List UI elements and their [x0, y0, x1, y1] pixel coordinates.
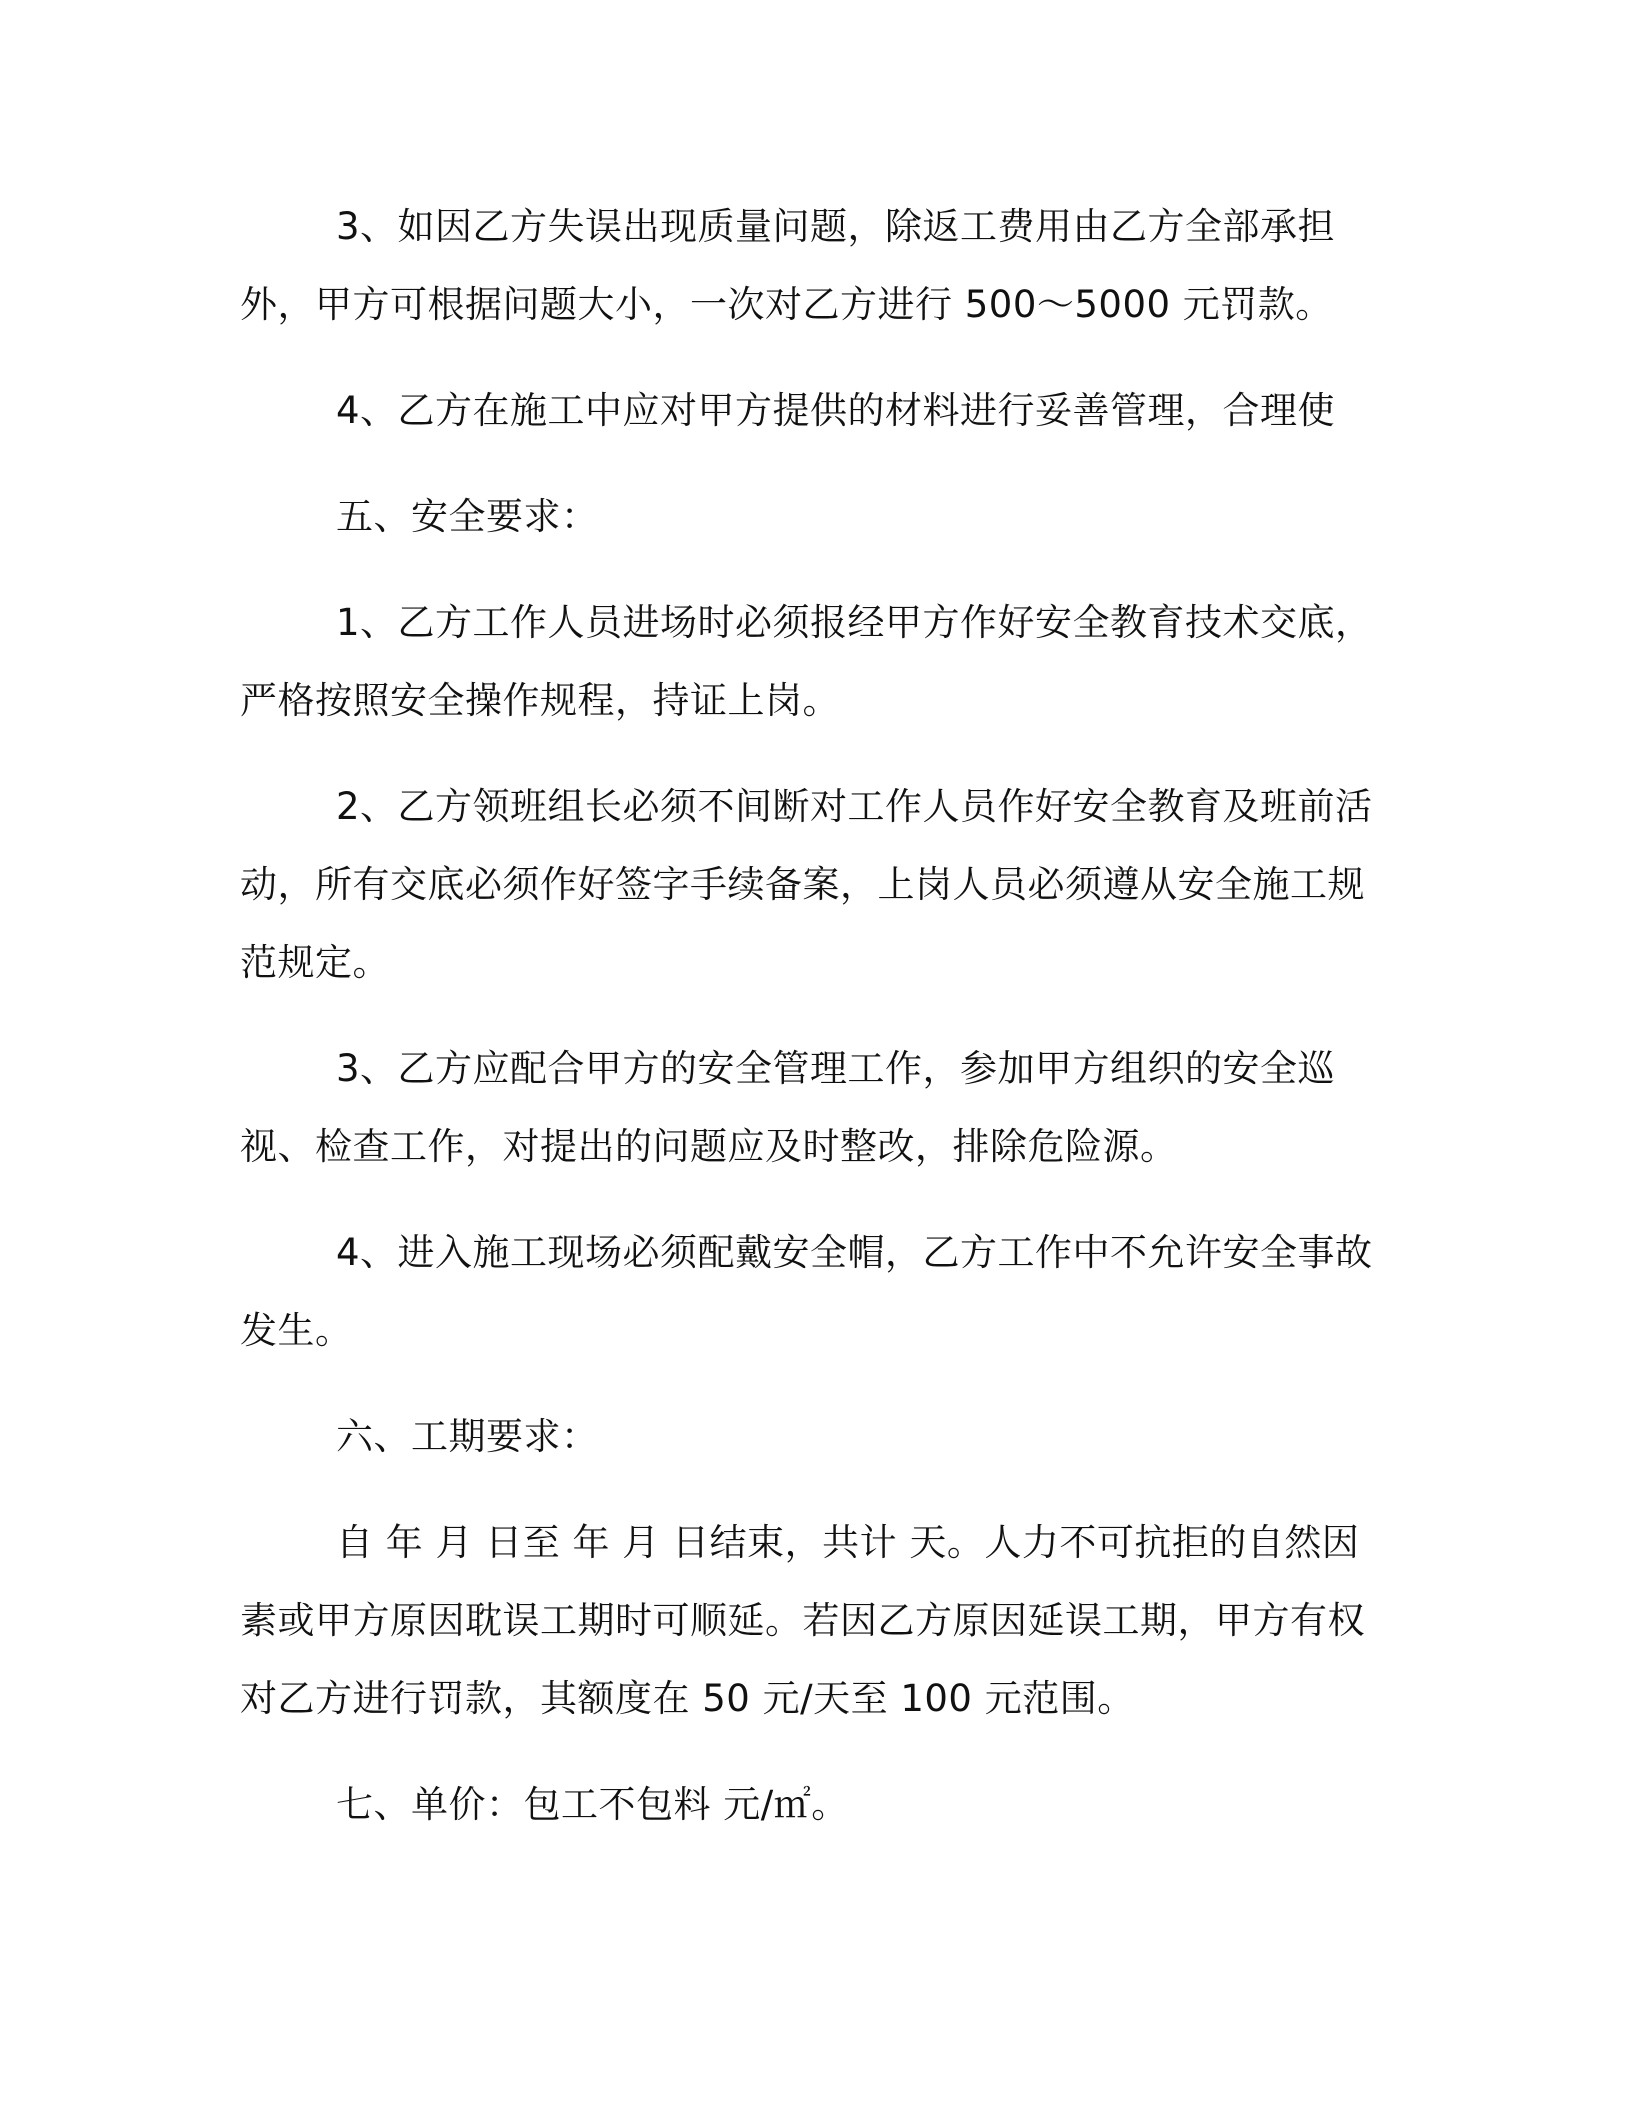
paragraph-unit-price: 七、单价：包工不包料 元/㎡。 [336, 1783, 849, 1826]
paragraph-safety-4: 4、进入施工现场必须配戴安全帽，乙方工作中不允许安全事故发生。 [240, 1231, 1373, 1352]
paragraph-safety-1: 1、乙方工作人员进场时必须报经甲方作好安全教育技术交底，严格按照安全操作规程，持证上岗。 [240, 601, 1373, 722]
paragraph-safety-2: 2、乙方领班组长必须不间断对工作人员作好安全教育及班前活动，所有交底必须作好签字手续备案，上岗人员必须遵从安全施工规范规定。 [240, 785, 1373, 984]
heading-schedule-requirements: 六、工期要求： [336, 1415, 599, 1458]
paragraph-material-management: 4、乙方在施工中应对甲方提供的材料进行妥善管理，合理使 [336, 389, 1336, 432]
document-body [240, 188, 1380, 1872]
paragraph-quality-penalty: 3、如因乙方失误出现质量问题，除返工费用由乙方全部承担外，甲方可根据问题大小，一次对乙方进行 500～5000 元罚款。 [240, 205, 1336, 326]
paragraph-schedule: 自 年 月 日至 年 月 日结束，共计 天。人力不可抗拒的自然因素或甲方原因耽误工期时可顺延。若因乙方原因延误工期，甲方有权对乙方进行罚款，其额度在 50 元/天至 100 元范围。 [240, 1521, 1365, 1720]
paragraph-safety-3: 3、乙方应配合甲方的安全管理工作，参加甲方组织的安全巡视、检查工作，对提出的问题应及时整改，排除危险源。 [240, 1047, 1336, 1168]
heading-safety-requirements: 五、安全要求： [336, 495, 599, 538]
